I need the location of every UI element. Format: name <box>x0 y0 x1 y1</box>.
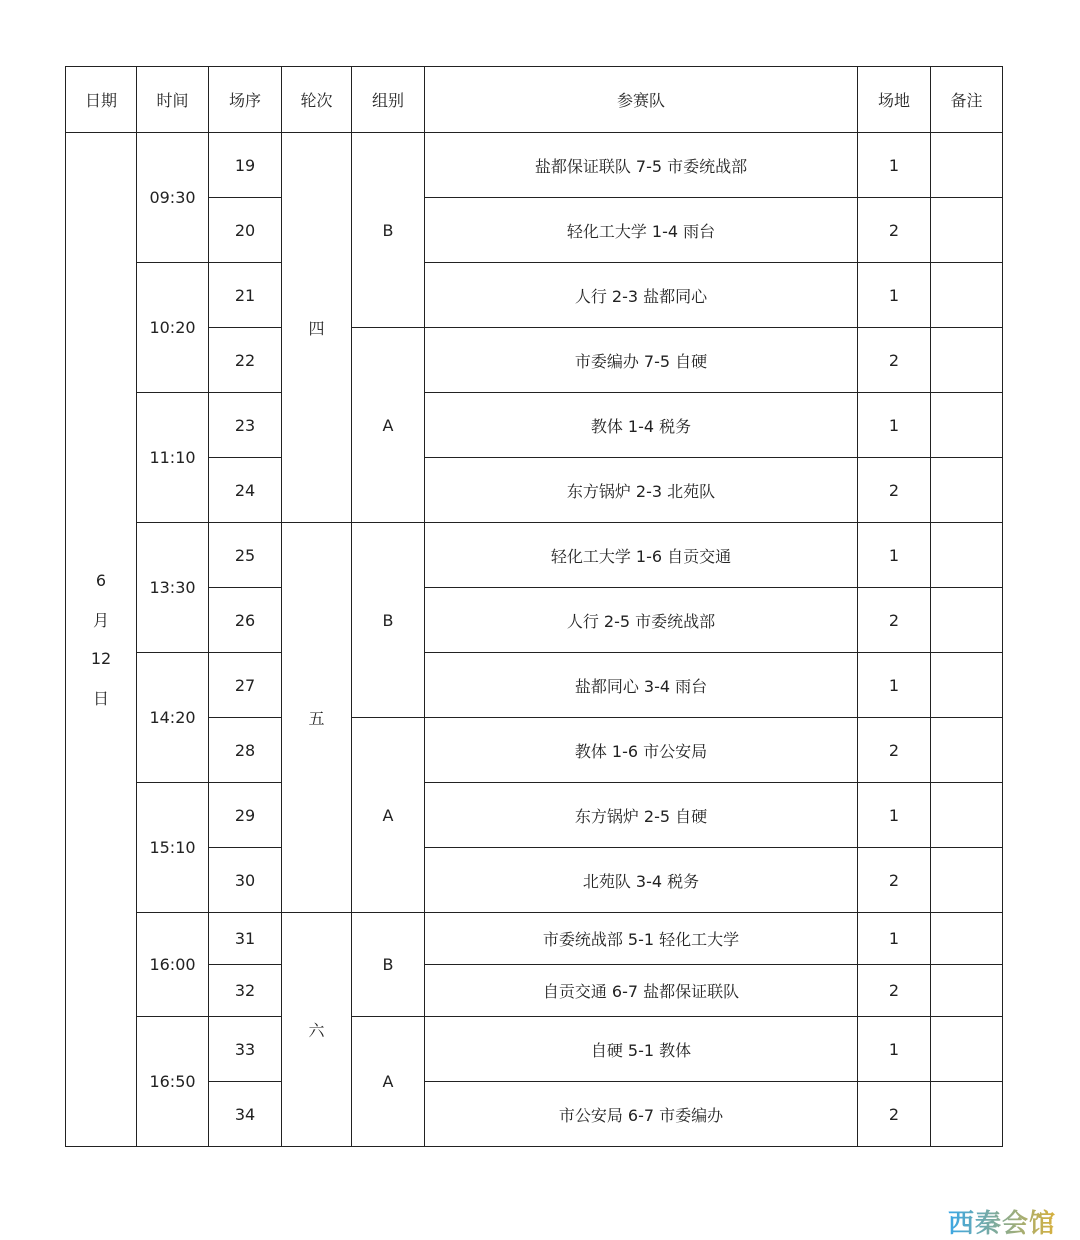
round-cell: 四 <box>282 133 352 523</box>
remark-cell <box>931 328 1003 393</box>
header-date: 日期 <box>66 67 137 133</box>
header-match-no: 场序 <box>209 67 282 133</box>
remark-cell <box>931 393 1003 458</box>
group-cell: A <box>352 718 425 913</box>
table-row <box>66 913 1003 965</box>
venue-cell: 1 <box>858 653 931 718</box>
remark-cell <box>931 653 1003 718</box>
table-row <box>66 653 1003 718</box>
venue-cell: 2 <box>858 1082 931 1147</box>
round-cell: 六 <box>282 913 352 1147</box>
table-row <box>66 783 1003 848</box>
group-cell: A <box>352 328 425 523</box>
table-row <box>66 523 1003 588</box>
teams-cell: 轻化工大学 1-4 雨台 <box>425 198 858 263</box>
venue-cell: 2 <box>858 588 931 653</box>
remark-cell <box>931 198 1003 263</box>
remark-cell <box>931 1082 1003 1147</box>
match-schedule-table <box>65 66 1003 1147</box>
table-row <box>66 393 1003 458</box>
time-cell: 13:30 <box>137 523 209 653</box>
venue-cell: 1 <box>858 133 931 198</box>
match-no-cell: 31 <box>209 913 282 965</box>
header-round: 轮次 <box>282 67 352 133</box>
teams-cell: 盐都保证联队 7-5 市委统战部 <box>425 133 858 198</box>
teams-cell: 教体 1-4 税务 <box>425 393 858 458</box>
remark-cell <box>931 965 1003 1017</box>
venue-cell: 1 <box>858 913 931 965</box>
match-no-cell: 23 <box>209 393 282 458</box>
match-no-cell: 29 <box>209 783 282 848</box>
round-cell: 五 <box>282 523 352 913</box>
match-no-cell: 19 <box>209 133 282 198</box>
match-no-cell: 27 <box>209 653 282 718</box>
venue-cell: 1 <box>858 1017 931 1082</box>
venue-cell: 1 <box>858 263 931 328</box>
venue-cell: 1 <box>858 523 931 588</box>
date-day-num: 12 <box>90 648 112 668</box>
teams-cell: 市委统战部 5-1 轻化工大学 <box>425 913 858 965</box>
group-cell: B <box>352 913 425 1017</box>
remark-cell <box>931 913 1003 965</box>
table-row <box>66 133 1003 198</box>
teams-cell: 市委编办 7-5 自硬 <box>425 328 858 393</box>
header-row <box>66 67 1003 133</box>
date-cell <box>66 133 137 1147</box>
teams-cell: 人行 2-5 市委统战部 <box>425 588 858 653</box>
table-row <box>66 263 1003 328</box>
time-cell: 15:10 <box>137 783 209 913</box>
remark-cell <box>931 458 1003 523</box>
match-no-cell: 25 <box>209 523 282 588</box>
remark-cell <box>931 848 1003 913</box>
match-no-cell: 28 <box>209 718 282 783</box>
header-time: 时间 <box>137 67 209 133</box>
remark-cell <box>931 588 1003 653</box>
venue-cell: 2 <box>858 458 931 523</box>
remark-cell <box>931 783 1003 848</box>
table-row <box>66 1017 1003 1082</box>
teams-cell: 轻化工大学 1-6 自贡交通 <box>425 523 858 588</box>
time-cell: 11:10 <box>137 393 209 523</box>
teams-cell: 东方锅炉 2-3 北苑队 <box>425 458 858 523</box>
teams-cell: 东方锅炉 2-5 自硬 <box>425 783 858 848</box>
venue-cell: 1 <box>858 783 931 848</box>
watermark-logo: 西秦会馆 <box>948 1203 1076 1235</box>
match-no-cell: 32 <box>209 965 282 1017</box>
group-cell: B <box>352 523 425 718</box>
group-cell: B <box>352 133 425 328</box>
remark-cell <box>931 133 1003 198</box>
teams-cell: 自贡交通 6-7 盐都保证联队 <box>425 965 858 1017</box>
header-venue: 场地 <box>858 67 931 133</box>
time-cell: 09:30 <box>137 133 209 263</box>
remark-cell <box>931 1017 1003 1082</box>
time-cell: 14:20 <box>137 653 209 783</box>
match-no-cell: 20 <box>209 198 282 263</box>
remark-cell <box>931 523 1003 588</box>
match-no-cell: 22 <box>209 328 282 393</box>
time-cell: 16:50 <box>137 1017 209 1147</box>
teams-cell: 教体 1-6 市公安局 <box>425 718 858 783</box>
header-group: 组别 <box>352 67 425 133</box>
header-teams: 参赛队 <box>425 67 858 133</box>
teams-cell: 盐都同心 3-4 雨台 <box>425 653 858 718</box>
match-no-cell: 21 <box>209 263 282 328</box>
remark-cell <box>931 263 1003 328</box>
group-cell: A <box>352 1017 425 1147</box>
time-cell: 16:00 <box>137 913 209 1017</box>
match-no-cell: 26 <box>209 588 282 653</box>
date-month: 月 <box>92 610 109 630</box>
venue-cell: 2 <box>858 965 931 1017</box>
venue-cell: 2 <box>858 328 931 393</box>
date-month-num: 6 <box>95 570 107 590</box>
remark-cell <box>931 718 1003 783</box>
teams-cell: 北苑队 3-4 税务 <box>425 848 858 913</box>
match-no-cell: 33 <box>209 1017 282 1082</box>
match-no-cell: 30 <box>209 848 282 913</box>
venue-cell: 1 <box>858 393 931 458</box>
venue-cell: 2 <box>858 848 931 913</box>
match-no-cell: 24 <box>209 458 282 523</box>
venue-cell: 2 <box>858 718 931 783</box>
teams-cell: 市公安局 6-7 市委编办 <box>425 1082 858 1147</box>
header-remarks: 备注 <box>931 67 1003 133</box>
date-day: 日 <box>92 688 109 708</box>
venue-cell: 2 <box>858 198 931 263</box>
time-cell: 10:20 <box>137 263 209 393</box>
teams-cell: 人行 2-3 盐都同心 <box>425 263 858 328</box>
teams-cell: 自硬 5-1 教体 <box>425 1017 858 1082</box>
match-no-cell: 34 <box>209 1082 282 1147</box>
